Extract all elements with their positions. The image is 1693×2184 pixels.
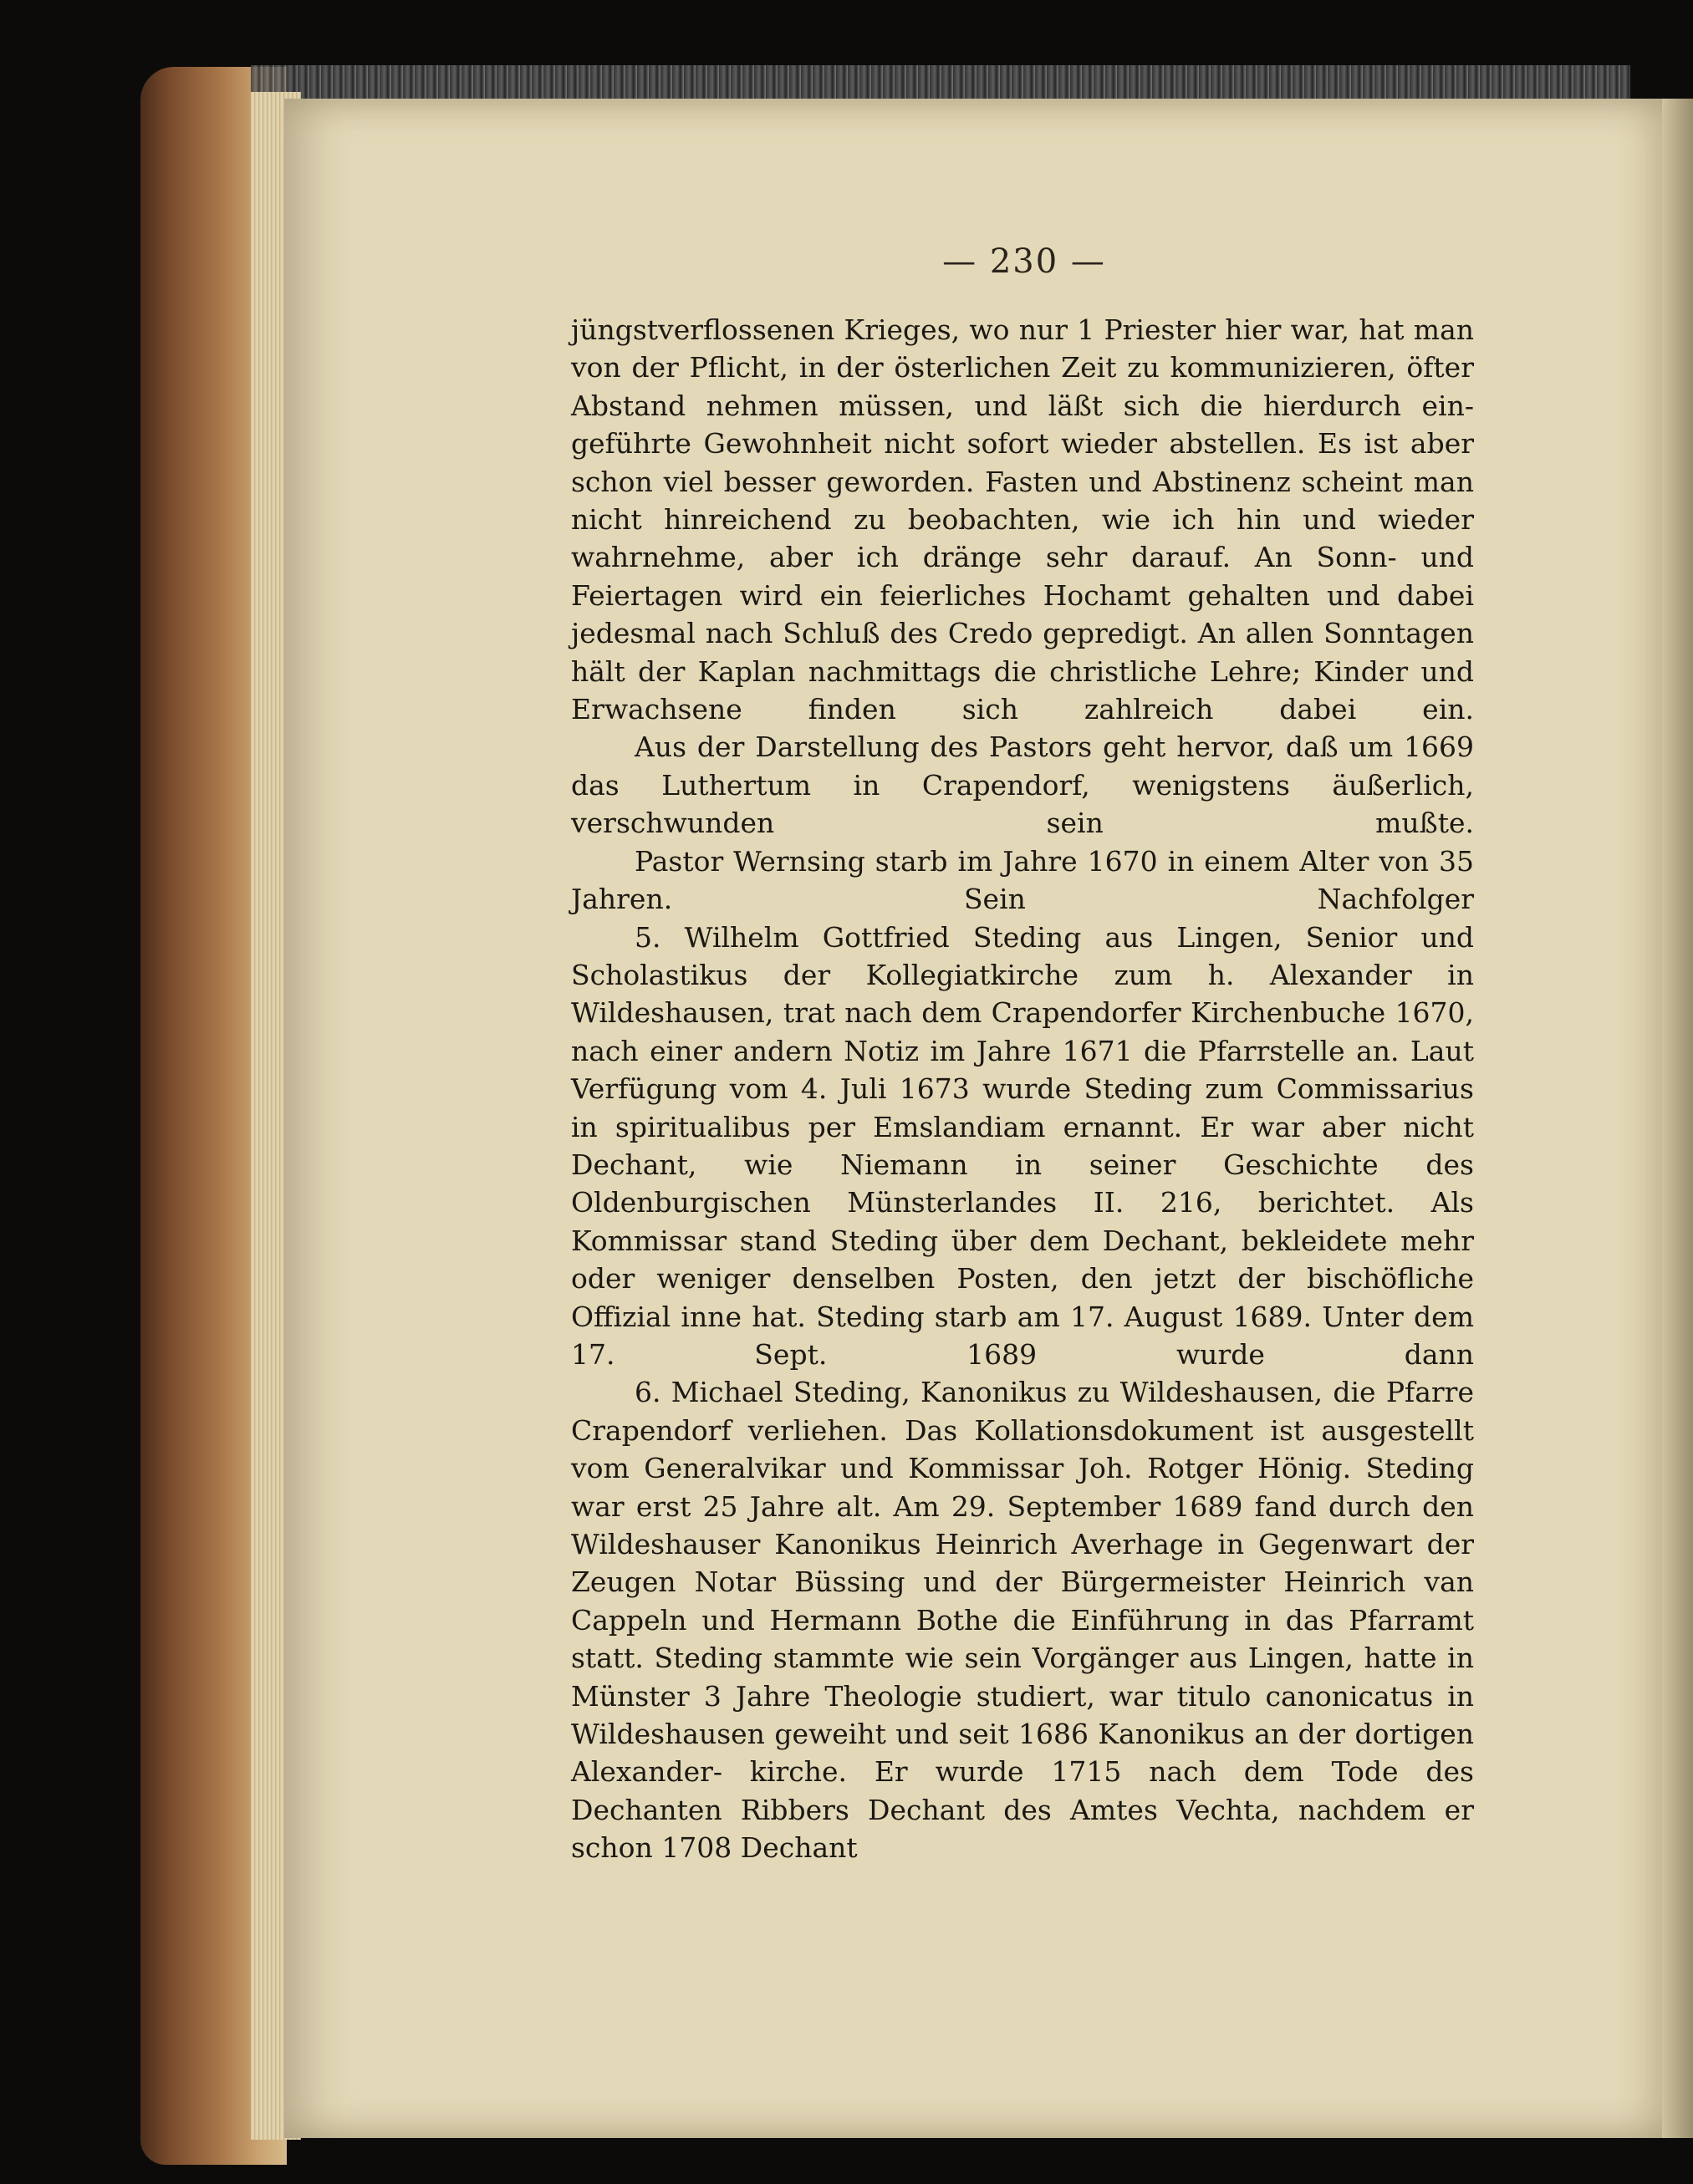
- paragraph: jüngstverflossenen Krieges, wo nur 1 Priester hier war, hat man von der Pflicht, in der österlichen Zeit zu kommunizieren, öfter Abstand nehmen müssen, und läßt sich die hierdurch ein- geführte Gewohnheit nicht sofort wieder abstellen. Es ist aber schon viel besser geworden. Fasten und Abstinenz scheint man nicht hinreichend zu beobachten, wie ich hin und wieder wahrnehme, aber ich dränge sehr darauf. An Sonn- und Feiertagen wird ein feierliches Hochamt gehalten und dabei jedesmal nach Schluß des Credo gepredigt. An allen Sonntagen hält der Kaplan nachmittags die christliche Lehre; Kinder und Erwachsene finden sich zahlreich dabei ein.: [571, 313, 1474, 726]
- book-top-edge: [251, 65, 1630, 103]
- page-text: [571, 311, 1474, 1867]
- page-number: — 230 —: [942, 242, 1106, 281]
- paragraph: 5. Wilhelm Gottfried Steding aus Lingen, Senior und Scholastikus der Kollegiatkirche zum h. Alexander in Wildeshausen, trat nach dem Crapendorfer Kirchenbuche 1670, nach einer andern Notiz im Jahre 1671 die Pfarrstelle an. Laut Verfügung vom 4. Juli 1673 wurde Steding zum Commissarius in spiritualibus per Emslandiam ernannt. Er war aber nicht Dechant, wie Niemann in seiner Geschichte des Oldenburgischen Münsterlandes II. 216, berichtet. Als Kommissar stand Steding über dem Dechant, bekleidete mehr oder weniger denselben Posten, den jetzt der bischöfliche Offizial inne hat. Steding starb am 17. August 1689. Unter dem 17. Sept. 1689 wurde dann: [571, 920, 1474, 1371]
- paragraph: Aus der Darstellung des Pastors geht hervor, daß um 1669 das Luthertum in Crapendorf, wenigstens äußerlich, verschwunden sein mußte.: [571, 731, 1474, 840]
- paragraph: 6. Michael Steding, Kanonikus zu Wildeshausen, die Pfarre Crapendorf verliehen. Das Kollationsdokument ist ausgestellt vom Generalvikar und Kommissar Joh. Rotger Hönig. Steding war erst 25 Jahre alt. Am 29. September 1689 fand durch den Wildeshauser Kanonikus Heinrich Averhage in Gegenwart der Zeugen Notar Büssing und der Bürgermeister Heinrich van Cappeln und Hermann Bothe die Einführung in das Pfarramt statt. Steding stammte wie sein Vorgänger aus Lingen, hatte in Münster 3 Jahre Theologie studiert, war titulo canonicatus in Wildeshausen geweiht und seit 1686 Kanonikus an der dortigen Alexander- kirche. Er wurde 1715 nach dem Tode des Dechanten Ribbers Dechant des Amtes Vechta, nachdem er schon 1708 Dechant: [571, 1376, 1474, 1865]
- page-right-edge: [1662, 99, 1693, 2138]
- paragraph: Pastor Wernsing starb im Jahre 1670 in einem Alter von 35 Jahren. Sein Nachfolger: [571, 844, 1474, 916]
